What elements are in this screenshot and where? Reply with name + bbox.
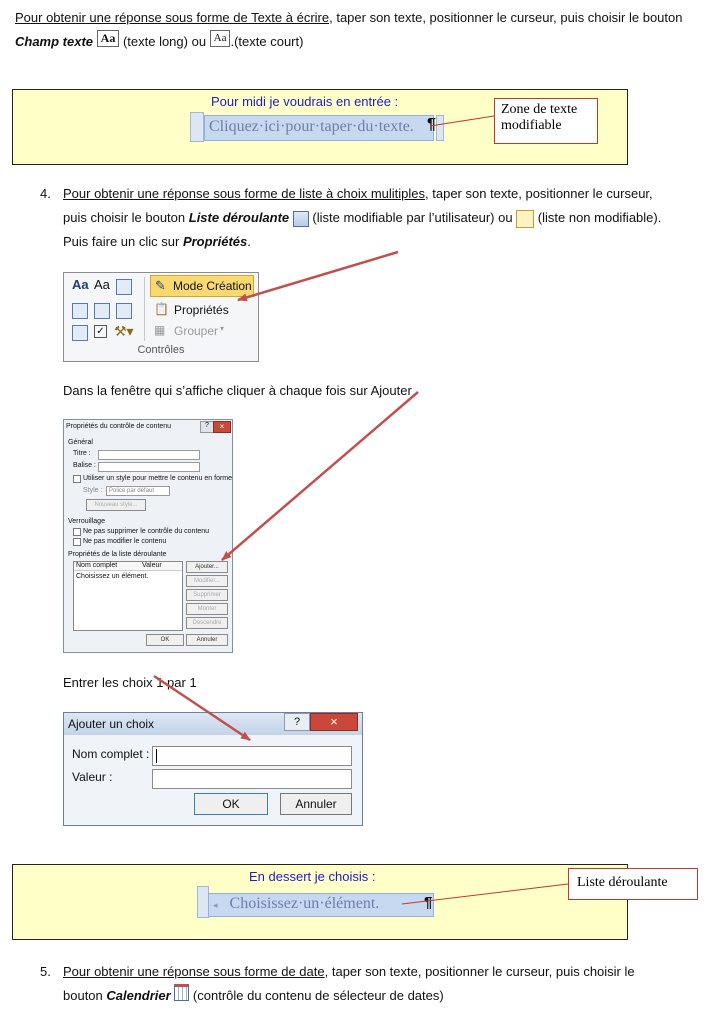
calendrier-label: Calendrier — [106, 988, 171, 1003]
modifier-button[interactable]: Modifier... — [186, 575, 228, 587]
list-pilcrow: ¶ — [424, 894, 433, 911]
legacy-tools-icon[interactable]: ⚒▾ — [114, 323, 134, 339]
monter-button[interactable]: Monter — [186, 603, 228, 615]
arrow-to-proprietes — [238, 252, 398, 300]
text-demo-prompt: Pour midi je voudrais en entrée : — [211, 94, 399, 109]
ajouter-button[interactable]: Ajouter... — [186, 561, 228, 573]
use-style-label: Utiliser un style pour mettre le contenu en forme — [83, 475, 233, 482]
design-mode-icon: ✎ — [155, 278, 166, 293]
add-dialog-close[interactable]: × — [310, 713, 358, 731]
supprimer-button[interactable]: Supprimer — [186, 589, 228, 601]
add-annuler-button[interactable]: Annuler — [280, 793, 352, 815]
annuler-button[interactable]: Annuler — [186, 634, 228, 646]
checkbox-control-icon[interactable]: ✓ — [94, 325, 107, 338]
lock-edit-label: Ne pas modifier le contenu — [83, 538, 167, 545]
proprietes-button[interactable]: 📋 Propriétés — [154, 302, 229, 317]
group-icon: ▦ — [154, 323, 166, 337]
plain-text-button[interactable]: Aa — [94, 277, 110, 292]
champ-texte-label: Champ texte — [15, 34, 94, 49]
style-select[interactable]: Police par défaut — [106, 486, 170, 496]
text-placeholder: Cliquez·ici·pour·taper·du·texte. — [209, 118, 414, 135]
instruction-ajouter: Dans la fenêtre qui s’affiche cliquer à chaque fois sur Ajouter — [63, 383, 412, 398]
mode-creation-button[interactable]: ✎ Mode Création — [150, 275, 254, 297]
balise-label: Balise : — [73, 462, 96, 469]
section-verrouillage: Verrouillage — [68, 518, 105, 525]
list-callout: Liste déroulante — [568, 868, 698, 900]
section-list-props: Propriétés de la liste déroulante — [68, 551, 167, 558]
add-dialog-help[interactable]: ? — [284, 713, 310, 731]
section3-underlined: Pour obtenir une réponse sous forme de Texte à écrire — [15, 10, 330, 25]
chevron-left-icon: ◂ — [213, 900, 218, 910]
nom-complet-label: Nom complet : — [72, 747, 150, 761]
arrow-to-ajouter — [222, 392, 418, 560]
add-dialog-title: Ajouter un choix — [68, 717, 155, 731]
section5-number: 5. — [40, 964, 51, 979]
section5-paragraph: Pour obtenir une réponse sous forme de date, taper son texte, positionner le curseur, puis choisir le bouton Calendrier (contrôle du contenu de sélecteur de dates) — [63, 964, 635, 1003]
list-demo-prompt: En dessert je choisis : — [249, 869, 376, 884]
section4-number: 4. — [40, 186, 51, 201]
text-pilcrow: ¶ — [427, 116, 436, 133]
valeur-label: Valeur : — [72, 770, 113, 784]
section-general: Général — [68, 439, 93, 446]
instruction-choix: Entrer les choix 1 par 1 — [63, 675, 197, 690]
text-callout: Zone de texte modifiable — [494, 98, 598, 144]
add-ok-button[interactable]: OK — [194, 793, 268, 815]
titre-label: Titre : — [73, 450, 91, 457]
ok-button[interactable]: OK — [146, 634, 184, 646]
chevron-down-icon: ▾ — [220, 324, 225, 333]
new-style-button[interactable]: Nouveau style... — [86, 499, 146, 511]
dialog-title: Propriétés du contrôle de contenu — [66, 423, 172, 430]
text-long-icon: Aa — [97, 30, 120, 47]
properties-icon: 📋 — [154, 302, 169, 316]
style-label: Style : — [83, 487, 103, 494]
callout-line-list — [402, 884, 568, 904]
descendre-button[interactable]: Descendre — [186, 617, 228, 629]
list-header: Nom complet Valeur — [74, 562, 182, 571]
callout-line-text — [430, 116, 494, 126]
grouper-button[interactable]: ▦ Grouper ▾ — [154, 323, 225, 338]
list-item[interactable]: Choisissez un élément. — [76, 573, 149, 580]
liste-deroulante-label: Liste déroulante — [188, 210, 290, 225]
rich-text-button[interactable]: Aa — [72, 277, 89, 292]
text-short-icon: Aa — [210, 30, 231, 47]
section4-paragraph: Pour obtenir une réponse sous forme de liste à choix mulitiples, taper son texte, positionner le curseur, puis choisir le bouton Liste déroulante (liste modifiable par l’utilisateur) ou (liste non modifiable). Puis faire un clic sur Propriétés. — [63, 186, 662, 249]
list-placeholder: Choisissez·un·élément. — [229, 895, 380, 912]
arrow-to-nom-complet — [154, 676, 250, 740]
section3-paragraph: Pour obtenir une réponse sous forme de Texte à écrire, taper son texte, positionner le curseur, puis choisir le bouton Champ texte Aa (texte long) ou Aa .(texte court) — [15, 10, 683, 49]
dialog-help-button[interactable]: ? — [200, 421, 214, 433]
dialog-close-button[interactable]: × — [213, 421, 231, 433]
ribbon-group-label: Contrôles — [137, 344, 185, 356]
lock-delete-label: Ne pas supprimer le contrôle du contenu — [83, 528, 210, 535]
